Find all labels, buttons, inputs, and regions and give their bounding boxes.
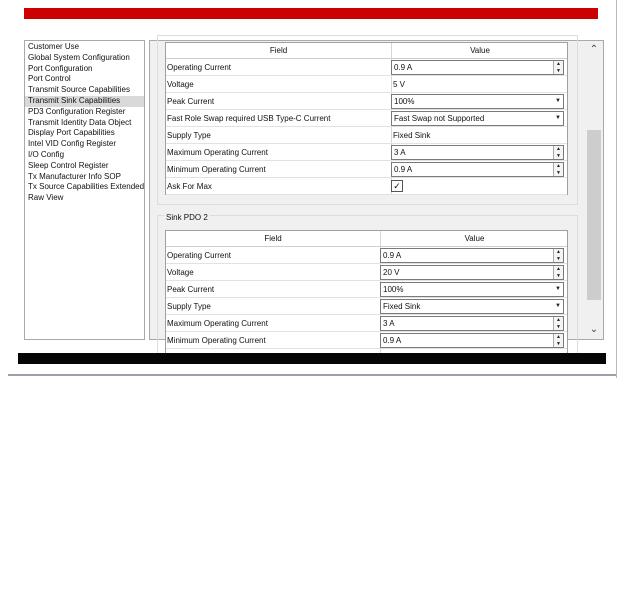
value-text: 0.9 A: [394, 165, 413, 174]
sink-pdo-2-group: [157, 215, 578, 355]
properties-panel: [149, 40, 604, 347]
vertical-scrollbar[interactable]: [585, 41, 603, 339]
sidebar-item[interactable]: Transmit Identity Data Object: [28, 117, 132, 127]
value-column-header: Value: [464, 234, 485, 243]
value-column-header: Value: [470, 46, 490, 55]
field-label: Voltage: [167, 268, 194, 277]
sidebar-item[interactable]: Port Control: [28, 74, 71, 84]
sink-pdo-1-grid: [165, 42, 568, 195]
value-stepper[interactable]: [380, 265, 564, 280]
field-label: Peak Current: [167, 285, 215, 294]
stepper-arrows-icon[interactable]: [553, 266, 563, 279]
table-row: [166, 281, 567, 298]
value-text: Fixed Sink: [393, 131, 431, 140]
stepper-arrows-icon[interactable]: [553, 249, 563, 262]
table-row: [166, 76, 567, 93]
field-label: Minimum Operating Current: [167, 165, 266, 174]
spin-down-icon[interactable]: ▼: [556, 67, 561, 74]
value-text: 0.9 A: [383, 336, 402, 345]
field-label: Operating Current: [167, 251, 232, 260]
value-stepper[interactable]: [380, 316, 564, 331]
value-text: 20 V: [383, 268, 400, 277]
field-label: Minimum Operating Current: [167, 336, 266, 345]
value-text: 3 A: [383, 319, 395, 328]
table-row: [166, 332, 567, 349]
sidebar-item[interactable]: Transmit Source Capabilities: [28, 85, 130, 95]
spin-up-icon[interactable]: ▲: [556, 334, 561, 340]
spin-up-icon[interactable]: ▲: [556, 146, 561, 152]
field-label: Peak Current: [167, 97, 215, 106]
field-column-header: Field: [269, 46, 288, 55]
value-text: 0.9 A: [383, 251, 402, 260]
value-stepper[interactable]: [391, 60, 564, 75]
table-row: [166, 247, 567, 264]
field-label: Voltage: [167, 80, 194, 89]
table-row: [166, 178, 567, 195]
sidebar-item[interactable]: Transmit Sink Capabilities: [25, 96, 144, 107]
spin-down-icon[interactable]: ▼: [556, 255, 561, 262]
spin-down-icon[interactable]: ▼: [556, 340, 561, 347]
sidebar-item[interactable]: Port Configuration: [28, 63, 93, 73]
field-label: Operating Current: [167, 63, 232, 72]
value-text: 3 A: [394, 148, 406, 157]
spin-down-icon[interactable]: ▼: [556, 272, 561, 279]
field-label: Ask For Max: [167, 182, 212, 191]
footer-bar: [18, 353, 606, 364]
spin-down-icon[interactable]: ▼: [556, 169, 561, 176]
value-text: Fixed Sink: [383, 302, 421, 311]
value-stepper[interactable]: [380, 333, 564, 348]
value-dropdown[interactable]: [391, 111, 564, 126]
dropdown-arrow-icon[interactable]: ▼: [555, 286, 561, 292]
stepper-arrows-icon[interactable]: [553, 334, 563, 347]
spin-up-icon[interactable]: ▲: [556, 249, 561, 255]
spin-down-icon[interactable]: ▼: [556, 323, 561, 330]
table-row: [166, 315, 567, 332]
field-column-header: Field: [264, 234, 282, 243]
table-row: [166, 110, 567, 127]
sidebar-item[interactable]: Tx Manufacturer Info SOP: [28, 171, 121, 181]
field-label: Maximum Operating Current: [167, 148, 268, 157]
table-row: [166, 144, 567, 161]
grid-header: [166, 231, 567, 247]
value-text: 0.9 A: [394, 63, 413, 72]
spin-up-icon[interactable]: ▲: [556, 61, 561, 67]
table-row: [166, 298, 567, 315]
ask-for-max-checkbox[interactable]: ✓: [391, 180, 403, 192]
value-stepper[interactable]: [391, 145, 564, 160]
value-stepper[interactable]: [380, 248, 564, 263]
dropdown-arrow-icon[interactable]: ▼: [555, 115, 561, 121]
dropdown-arrow-icon[interactable]: ▼: [555, 98, 561, 104]
spin-up-icon[interactable]: ▲: [556, 163, 561, 169]
table-row: [166, 127, 567, 144]
value-text: Fast Swap not Supported: [394, 114, 485, 123]
window-bottom-border: [8, 374, 616, 376]
sidebar-item[interactable]: Sleep Control Register: [28, 160, 109, 170]
value-text: 100%: [394, 97, 415, 106]
table-row: [166, 161, 567, 178]
stepper-arrows-icon[interactable]: [553, 317, 563, 330]
sink-pdo-2-grid: [165, 230, 568, 360]
stepper-arrows-icon[interactable]: [553, 163, 563, 176]
table-row: [166, 59, 567, 76]
grid-header: [166, 43, 567, 59]
value-dropdown[interactable]: [380, 282, 564, 297]
value-dropdown[interactable]: [391, 94, 564, 109]
spin-down-icon[interactable]: ▼: [556, 152, 561, 159]
field-label: Maximum Operating Current: [167, 319, 268, 328]
sink-pdo-2-title: Sink PDO 2: [166, 213, 208, 222]
value-text: 100%: [383, 285, 404, 294]
stepper-arrows-icon[interactable]: [553, 61, 563, 74]
sidebar-item[interactable]: Raw View: [28, 193, 64, 203]
field-label: Fast Role Swap required USB Type-C Current: [167, 114, 331, 123]
field-label: Supply Type: [167, 302, 211, 311]
value-text: 5 V: [393, 80, 406, 89]
value-stepper[interactable]: [391, 162, 564, 177]
scroll-up-icon[interactable]: ⌃: [589, 44, 599, 55]
value-dropdown[interactable]: [380, 299, 564, 314]
scroll-down-icon[interactable]: ⌄: [589, 324, 599, 335]
table-row: [166, 264, 567, 281]
scroll-thumb[interactable]: [587, 130, 601, 300]
sidebar-item[interactable]: Display Port Capabilities: [28, 128, 115, 138]
sink-pdo-1-group: [157, 35, 578, 205]
table-row: [166, 93, 567, 110]
sidebar-item[interactable]: Customer Use: [28, 42, 80, 51]
spin-up-icon[interactable]: ▲: [556, 266, 561, 272]
field-label: Supply Type: [167, 131, 211, 140]
sidebar-item[interactable]: I/O Config: [28, 149, 65, 159]
sidebar-item[interactable]: Global System Configuration: [28, 52, 130, 62]
dropdown-arrow-icon[interactable]: ▼: [555, 303, 561, 309]
register-list-items: [25, 41, 144, 204]
stepper-arrows-icon[interactable]: [553, 146, 563, 159]
sidebar-item[interactable]: PD3 Configuration Register: [28, 106, 126, 116]
register-list[interactable]: [24, 40, 145, 340]
sidebar-item[interactable]: Intel VID Config Register: [28, 139, 117, 149]
sidebar-item[interactable]: Tx Source Capabilities Extended: [28, 182, 145, 192]
spin-up-icon[interactable]: ▲: [556, 317, 561, 323]
header-bar: [24, 8, 598, 19]
